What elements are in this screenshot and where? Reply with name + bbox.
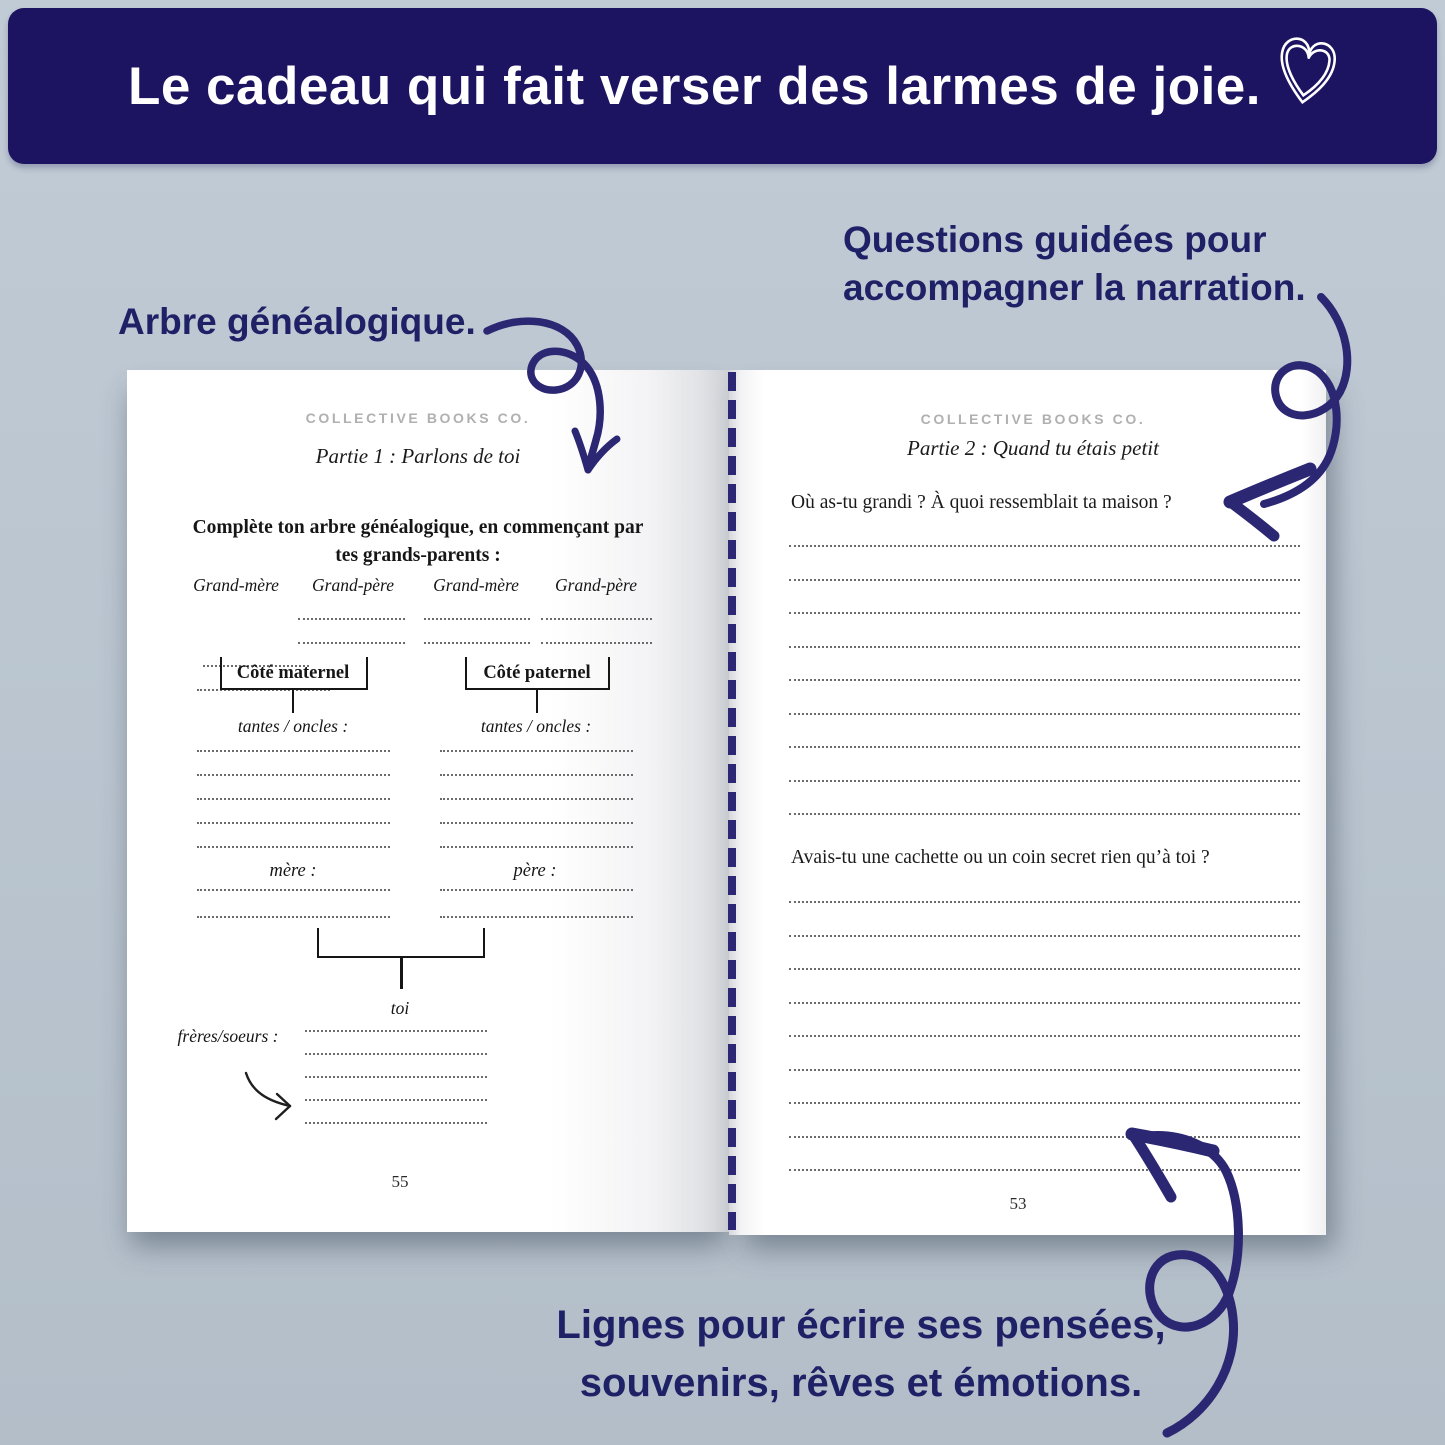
child-stem xyxy=(400,956,403,989)
answer-lines-question1 xyxy=(789,545,1300,815)
mother-lines xyxy=(197,889,390,918)
callout-guided-questions-line1: Questions guidées pour xyxy=(843,219,1267,260)
banner-headline: Le cadeau qui fait verser des larmes de joie. xyxy=(127,56,1262,116)
right-page-number: 53 xyxy=(1009,1194,1027,1213)
writing-line xyxy=(298,618,405,620)
writing-line xyxy=(440,846,633,848)
writing-line xyxy=(541,642,652,644)
book-page-right xyxy=(729,370,1326,1235)
writing-line xyxy=(789,545,1300,547)
aunts-uncles-lines xyxy=(197,750,390,848)
paternal-side-label: Côté paternel xyxy=(483,663,591,683)
writing-line xyxy=(789,679,1300,681)
mother-label: mère : xyxy=(269,861,317,881)
writing-line xyxy=(197,889,390,891)
writing-line xyxy=(197,846,390,848)
writing-line xyxy=(440,889,633,891)
callout-writing-lines xyxy=(511,1296,1211,1412)
father-label: père : xyxy=(513,861,557,881)
writing-line xyxy=(789,746,1300,748)
tree-instruction xyxy=(127,514,709,570)
writing-line xyxy=(298,642,405,644)
writing-line xyxy=(789,713,1300,715)
writing-line xyxy=(305,1099,487,1101)
writing-line xyxy=(305,1076,487,1078)
writing-line xyxy=(440,916,633,918)
writing-line xyxy=(789,1069,1300,1071)
writing-line xyxy=(440,774,633,776)
publisher-brand: COLLECTIVE BOOKS CO. xyxy=(920,411,1146,427)
callout-writing-lines-line2: souvenirs, rêves et émotions. xyxy=(579,1361,1143,1405)
maternal-stem xyxy=(292,690,294,713)
writing-line xyxy=(789,935,1300,937)
callout-guided-questions xyxy=(843,216,1306,312)
left-page-number: 55 xyxy=(391,1172,409,1191)
writing-line xyxy=(424,642,530,644)
callout-family-tree: Arbre généalogique. xyxy=(118,301,476,342)
writing-line xyxy=(440,822,633,824)
writing-line xyxy=(789,968,1300,970)
writing-line xyxy=(789,1035,1300,1037)
question-secret-spot: Avais-tu une cachette ou un coin secret rien qu’à toi ? xyxy=(791,847,1210,868)
tree-instruction-line2: tes grands-parents : xyxy=(335,545,501,566)
writing-line xyxy=(789,901,1300,903)
grandparent-lines xyxy=(424,618,530,644)
writing-line xyxy=(197,916,390,918)
callout-writing-lines-line1: Lignes pour écrire ses pensées, xyxy=(556,1303,1166,1347)
writing-line xyxy=(789,780,1300,782)
grandmother-paternal-label: Grand-mère xyxy=(433,575,519,595)
publisher-brand: COLLECTIVE BOOKS CO. xyxy=(305,410,531,426)
aunts-uncles-label-left: tantes / oncles : xyxy=(237,716,349,736)
writing-line xyxy=(789,1136,1300,1138)
grandmother-maternal-label: Grand-mère xyxy=(193,575,279,595)
grandfather-paternal-label: Grand-père xyxy=(555,575,637,595)
writing-line xyxy=(789,1102,1300,1104)
answer-lines-question2 xyxy=(789,901,1300,1171)
writing-line xyxy=(305,1053,487,1055)
writing-line xyxy=(197,774,390,776)
question-where-grew-up: Où as-tu grandi ? À quoi ressemblait ta maison ? xyxy=(791,492,1172,513)
right-part-title: Partie 2 : Quand tu étais petit xyxy=(907,436,1159,460)
writing-line xyxy=(440,798,633,800)
spine-dashed-line xyxy=(728,372,736,1230)
writing-line xyxy=(440,750,633,752)
tree-instruction-line1: Complète ton arbre généalogique, en commençant par xyxy=(192,517,644,538)
writing-line xyxy=(789,579,1300,581)
top-banner xyxy=(8,8,1437,164)
writing-line xyxy=(424,618,530,620)
writing-line xyxy=(789,612,1300,614)
aunts-uncles-label-right: tantes / oncles : xyxy=(480,716,592,736)
left-part-title: Partie 1 : Parlons de toi xyxy=(315,444,521,468)
writing-line xyxy=(789,813,1300,815)
writing-line xyxy=(197,822,390,824)
grandparent-lines xyxy=(298,618,405,644)
writing-line xyxy=(305,1122,487,1124)
maternal-side-label: Côté maternel xyxy=(236,663,350,683)
grandfather-maternal-label: Grand-père xyxy=(312,575,394,595)
callout-guided-questions-line2: accompagner la narration. xyxy=(843,267,1306,308)
paternal-stem xyxy=(536,690,538,713)
heart-icon xyxy=(1277,30,1347,114)
father-lines xyxy=(440,889,633,918)
parents-join-bracket xyxy=(317,928,485,958)
writing-line xyxy=(541,618,652,620)
writing-line xyxy=(789,1002,1300,1004)
writing-line xyxy=(197,750,390,752)
writing-line xyxy=(789,1169,1300,1171)
book-page-left xyxy=(127,370,729,1232)
aunts-uncles-lines xyxy=(440,750,633,848)
writing-line xyxy=(305,1030,487,1032)
sibling-lines xyxy=(305,1030,487,1124)
grandparent-lines xyxy=(541,618,652,644)
siblings-label: frères/soeurs : xyxy=(177,1026,279,1046)
writing-line xyxy=(197,798,390,800)
you-label: toi xyxy=(390,998,410,1018)
writing-line xyxy=(789,646,1300,648)
